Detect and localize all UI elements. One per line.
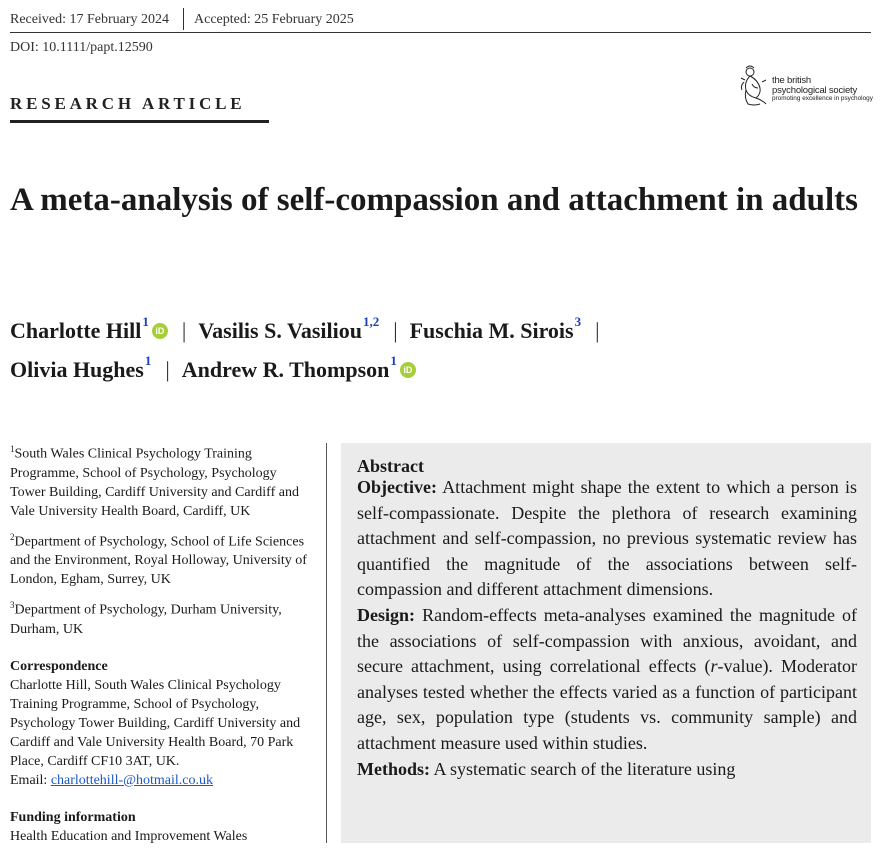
funding-text: Health Education and Improvement Wales — [10, 828, 248, 844]
author-separator: | — [165, 357, 170, 382]
bps-figure-icon — [738, 64, 770, 108]
author-separator: | — [595, 318, 600, 343]
meta-separator — [183, 8, 184, 30]
publication-dates — [10, 9, 354, 31]
column-divider — [326, 443, 327, 843]
author-separator: | — [181, 318, 187, 343]
design-text-continued: -value). Moderator analyses tested whether the effects varied as a function of participant age, sex, population type (students vs. community sample) and attachment measure used within studies. — [357, 656, 857, 753]
author-name[interactable]: Olivia Hughes — [10, 357, 144, 382]
orcid-icon[interactable]: iD — [400, 362, 416, 378]
affiliation-text: Department of Psychology, Durham University, Durham, UK — [10, 602, 282, 637]
bps-logo — [738, 64, 874, 110]
header-rule — [10, 32, 871, 33]
abstract-box — [341, 443, 871, 843]
affiliations-column — [10, 440, 310, 853]
logo-line-2: psychological society — [772, 84, 858, 96]
author-name[interactable]: Fuschia M. Sirois — [409, 318, 574, 343]
orcid-icon[interactable]: iD — [152, 323, 168, 339]
email-label: Email: — [10, 772, 48, 788]
funding-heading: Funding information — [10, 809, 136, 825]
author-line-1 — [10, 314, 612, 344]
affiliation — [10, 528, 310, 590]
correspondence-text: Charlotte Hill, South Wales Clinical Psychology Training Programme, School of Psychology, Psychology Tower Building, Cardiff University and Cardiff and Vale University Health Board, 70 Park Place, Cardiff CF10 3AT, UK. — [10, 677, 301, 769]
affiliation-number: 1 — [10, 444, 15, 454]
design-r-symbol: r — [710, 656, 718, 677]
author-affiliation-number[interactable]: 1,2 — [362, 314, 380, 329]
correspondence-heading: Correspondence — [10, 658, 108, 674]
article-type-underline — [10, 120, 269, 123]
affiliation — [10, 596, 310, 639]
author-name[interactable]: Andrew R. Thompson — [181, 357, 390, 382]
abstract-design — [357, 603, 857, 757]
article-title: A meta-analysis of self-compassion and attachment in adults — [10, 182, 858, 218]
author-name[interactable]: Charlotte Hill — [10, 318, 142, 343]
article-type: RESEARCH ARTICLE — [10, 94, 246, 113]
author-affiliation-number[interactable]: 1 — [390, 353, 397, 368]
accepted-date: Accepted: 25 February 2025 — [194, 12, 354, 28]
abstract-objective — [357, 475, 857, 603]
correspondence-block — [10, 676, 310, 790]
design-label: Design: — [357, 604, 415, 625]
logo-tagline: promoting excellence in psychology — [772, 94, 873, 102]
affiliation-text: Department of Psychology, School of Life Sciences and the Environment, Royal Holloway, University of London, Egham, Surrey, UK — [10, 534, 307, 588]
author-separator: | — [393, 318, 398, 343]
author-affiliation-number[interactable]: 1 — [144, 353, 152, 368]
author-affiliation-number[interactable]: 3 — [574, 314, 582, 329]
affiliation — [10, 440, 310, 521]
author-name[interactable]: Vasilis S. Vasiliou — [198, 318, 362, 343]
logo-line-1: the british — [772, 75, 811, 86]
methods-text: A systematic search of the literature using — [433, 758, 736, 779]
abstract-heading: Abstract — [357, 456, 424, 476]
objective-text: Attachment might shape the extent to which a person is self-compassionate. Despite the plethora of research examining attachment and self-compassion, no previous systematic review has quantified the magnitude of the associations between self-compassion and different attachment dimensions. — [357, 477, 857, 600]
objective-label: Objective: — [357, 477, 437, 497]
doi: DOI: 10.1111/papt.12590 — [10, 40, 153, 55]
methods-label: Methods: — [357, 758, 430, 779]
affiliation-text: South Wales Clinical Psychology Training Programme, School of Psychology, Psychology Tower Building, Cardiff University and Cardiff and Vale University Health Board, Cardiff, UK — [10, 446, 299, 519]
abstract-methods — [357, 757, 857, 783]
design-text: Random-effects meta-analyses examined the magnitude of the associations of self-compassion with anxious, avoidant, and secure attachment, using correlational effects ( — [357, 604, 858, 677]
author-line-2 — [10, 353, 416, 383]
received-date: Received: 17 February 2024 — [10, 12, 170, 28]
email-link[interactable]: charlottehill-@hotmail.co.uk — [50, 772, 214, 788]
author-affiliation-number[interactable]: 1 — [142, 314, 149, 329]
affiliation-number: 2 — [10, 531, 15, 542]
affiliation-number: 3 — [10, 600, 15, 611]
